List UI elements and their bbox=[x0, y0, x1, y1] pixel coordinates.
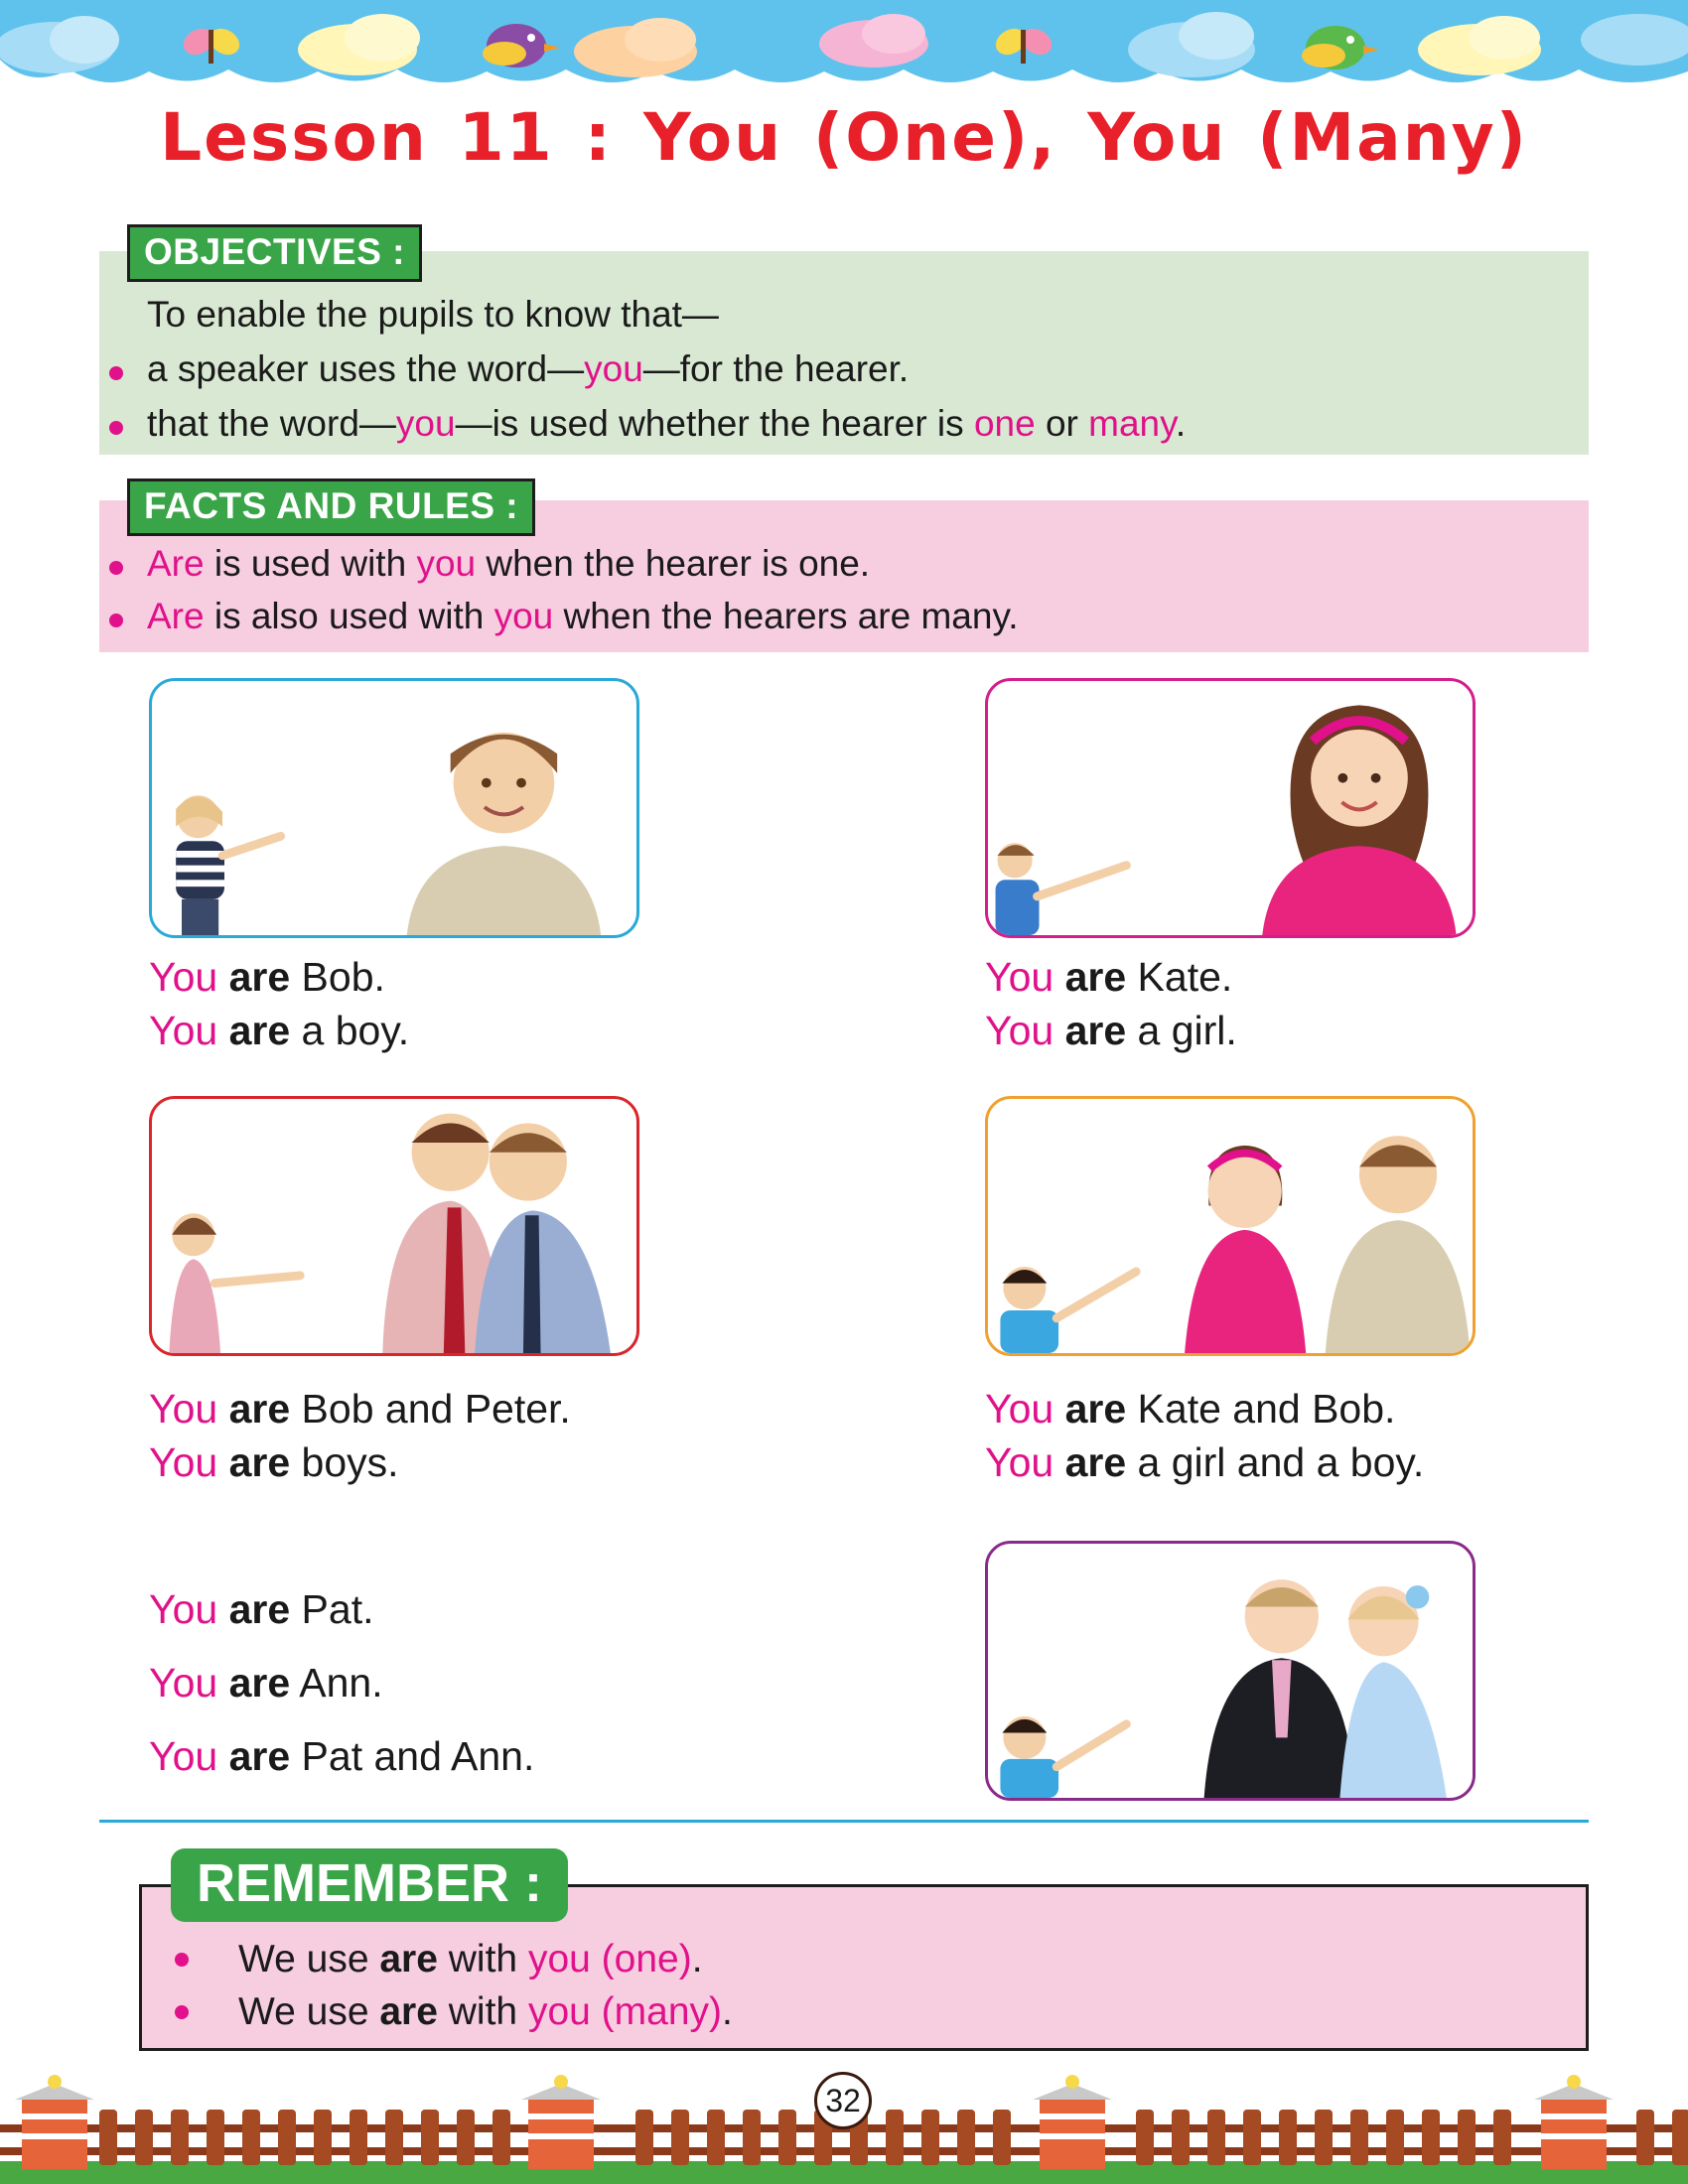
objective-text: or bbox=[1035, 403, 1089, 444]
example-line bbox=[985, 950, 1237, 1004]
remember-text: We use bbox=[238, 1990, 380, 2033]
remember-item bbox=[238, 1936, 703, 1983]
bullet-icon bbox=[175, 1953, 189, 1967]
you-word: You bbox=[149, 1008, 218, 1053]
fence-picket bbox=[1386, 2110, 1404, 2165]
are-word: are bbox=[228, 1008, 291, 1053]
boy-beige-shirt-figure bbox=[1326, 1136, 1471, 1353]
fence-picket bbox=[635, 2110, 653, 2165]
you-word: You bbox=[149, 954, 218, 1000]
example-rest: a girl and a boy. bbox=[1126, 1439, 1425, 1485]
fence-picket bbox=[1279, 2110, 1297, 2165]
objective-text: that the word— bbox=[147, 403, 396, 444]
example-caption bbox=[985, 950, 1237, 1057]
you-word: You bbox=[149, 1439, 218, 1485]
example-rest: boys. bbox=[290, 1439, 399, 1485]
fence-picket bbox=[957, 2110, 975, 2165]
pointing-girl-figure bbox=[176, 795, 281, 935]
remember-text: . bbox=[722, 1990, 733, 2033]
example-rest: Bob. bbox=[290, 954, 385, 1000]
example-line bbox=[985, 1382, 1424, 1435]
remember-tag: REMEMBER : bbox=[171, 1848, 568, 1922]
example-caption bbox=[149, 950, 409, 1057]
children-illustration bbox=[152, 681, 636, 935]
fence-picket bbox=[385, 2110, 403, 2165]
sky-banner bbox=[0, 0, 1688, 99]
fact-highlight: Are bbox=[147, 596, 205, 636]
fence-picket bbox=[921, 2110, 939, 2165]
example-caption bbox=[149, 1572, 534, 1793]
fence-picket bbox=[171, 2110, 189, 2165]
fence-picket bbox=[492, 2110, 510, 2165]
photo-girl-pointing-at-boy bbox=[149, 678, 639, 938]
boy-blue-shirt-figure bbox=[475, 1123, 611, 1353]
photo-boy-pointing-at-girl bbox=[985, 678, 1476, 938]
you-word: You bbox=[149, 1660, 218, 1706]
section-divider bbox=[99, 1820, 1589, 1823]
you-word: You bbox=[985, 1008, 1055, 1053]
girl-pink-dress-figure bbox=[1185, 1146, 1306, 1353]
pointing-boy-figure bbox=[996, 843, 1127, 935]
fact-highlight: you bbox=[416, 543, 477, 584]
gatepost-icon bbox=[15, 2075, 94, 2169]
photo-boy-pointing-at-pat-and-ann bbox=[985, 1541, 1476, 1801]
children-illustration bbox=[988, 1099, 1473, 1353]
gatepost-icon bbox=[521, 2075, 601, 2169]
pointing-girl-figure bbox=[169, 1213, 300, 1353]
fence-picket bbox=[350, 2110, 367, 2165]
remember-text: We use bbox=[238, 1938, 380, 1980]
example-line bbox=[149, 1435, 571, 1489]
girl-blue-dress-figure bbox=[1339, 1585, 1446, 1798]
objective-text: . bbox=[1175, 403, 1187, 444]
fence-picket bbox=[421, 2110, 439, 2165]
fact-text: when the hearer is one. bbox=[476, 543, 871, 584]
bullet-icon bbox=[109, 561, 123, 575]
objective-text: —for the hearer. bbox=[642, 348, 910, 389]
example-caption bbox=[149, 1382, 571, 1489]
remember-highlight: you (many) bbox=[527, 1990, 723, 2033]
fence-picket bbox=[1172, 2110, 1190, 2165]
remember-highlight: you (one) bbox=[527, 1938, 692, 1980]
fact-text: is used with bbox=[204, 543, 417, 584]
fence-picket bbox=[671, 2110, 689, 2165]
are-word: are bbox=[228, 1660, 291, 1706]
example-rest: a girl. bbox=[1126, 1008, 1237, 1053]
example-rest: a boy. bbox=[290, 1008, 410, 1053]
pointing-boy-figure bbox=[1000, 1716, 1126, 1798]
objective-item bbox=[147, 347, 909, 391]
facts-tag: FACTS AND RULES : bbox=[127, 478, 535, 536]
fact-text: when the hearers are many. bbox=[553, 596, 1019, 636]
fence-picket bbox=[1636, 2110, 1654, 2165]
are-word: are bbox=[1064, 1008, 1127, 1053]
fact-highlight: Are bbox=[147, 543, 205, 584]
you-word: You bbox=[985, 1439, 1055, 1485]
fence-picket bbox=[707, 2110, 725, 2165]
gatepost-icon bbox=[1534, 2075, 1614, 2169]
you-word: You bbox=[985, 1386, 1055, 1432]
fence-picket bbox=[1493, 2110, 1511, 2165]
example-line bbox=[149, 1382, 571, 1435]
fact-highlight: you bbox=[493, 596, 554, 636]
fence-picket bbox=[1207, 2110, 1225, 2165]
children-illustration bbox=[988, 681, 1473, 935]
fact-text: is also used with bbox=[204, 596, 494, 636]
smiling-girl-figure bbox=[1262, 705, 1456, 935]
fence-picket bbox=[1243, 2110, 1261, 2165]
remember-text: . bbox=[691, 1938, 703, 1980]
you-word: You bbox=[149, 1586, 218, 1632]
photo-boy-pointing-at-girl-and-boy bbox=[985, 1096, 1476, 1356]
objective-highlight: you bbox=[395, 403, 456, 444]
fence-picket bbox=[242, 2110, 260, 2165]
fence-pickets bbox=[99, 2110, 1688, 2165]
pointing-boy-figure bbox=[1000, 1267, 1136, 1353]
page-title: Lesson 11 : You (One), You (Many) bbox=[160, 99, 1528, 176]
objective-text: —is used whether the hearer is bbox=[455, 403, 974, 444]
boy-dark-suit-figure bbox=[1204, 1579, 1354, 1798]
objective-highlight: one bbox=[973, 403, 1036, 444]
fence-picket bbox=[743, 2110, 761, 2165]
bullet-icon bbox=[109, 614, 123, 627]
children-illustration bbox=[988, 1544, 1473, 1798]
are-word: are bbox=[379, 1990, 438, 2033]
you-word: You bbox=[149, 1733, 218, 1779]
bullet-icon bbox=[109, 366, 123, 380]
example-rest: Kate. bbox=[1126, 954, 1233, 1000]
objective-highlight: many bbox=[1088, 403, 1176, 444]
you-word: You bbox=[985, 954, 1055, 1000]
fence-picket bbox=[135, 2110, 153, 2165]
page-number: 32 bbox=[814, 2072, 872, 2129]
example-line bbox=[149, 1004, 409, 1057]
fence-picket bbox=[1315, 2110, 1333, 2165]
fence-picket bbox=[1350, 2110, 1368, 2165]
are-word: are bbox=[228, 1386, 291, 1432]
fence-picket bbox=[457, 2110, 475, 2165]
are-word: are bbox=[228, 1733, 291, 1779]
objectives-tag: OBJECTIVES : bbox=[127, 224, 422, 282]
you-word: You bbox=[149, 1386, 218, 1432]
objective-item bbox=[147, 402, 1186, 446]
fence-picket bbox=[278, 2110, 296, 2165]
remember-item bbox=[238, 1988, 733, 2036]
example-line bbox=[149, 1646, 534, 1719]
remember-text: with bbox=[437, 1990, 528, 2033]
fact-item bbox=[147, 595, 1019, 638]
example-line bbox=[985, 1004, 1237, 1057]
objective-highlight: you bbox=[584, 348, 643, 389]
fence-picket bbox=[314, 2110, 332, 2165]
fence-picket bbox=[1422, 2110, 1440, 2165]
fence-picket bbox=[207, 2110, 224, 2165]
fence-picket bbox=[886, 2110, 904, 2165]
fence-picket bbox=[99, 2110, 117, 2165]
bullet-icon bbox=[175, 2005, 189, 2019]
remember-text: with bbox=[437, 1938, 528, 1980]
objectives-intro: To enable the pupils to know that— bbox=[147, 294, 719, 335]
example-rest: Ann. bbox=[290, 1660, 383, 1706]
bullet-icon bbox=[109, 421, 123, 435]
fence-picket bbox=[993, 2110, 1011, 2165]
are-word: are bbox=[379, 1938, 438, 1980]
example-line bbox=[149, 950, 409, 1004]
example-rest: Pat. bbox=[290, 1586, 374, 1632]
example-rest: Kate and Bob. bbox=[1126, 1386, 1396, 1432]
fact-item bbox=[147, 542, 870, 586]
are-word: are bbox=[1064, 954, 1127, 1000]
are-word: are bbox=[1064, 1439, 1127, 1485]
are-word: are bbox=[228, 1586, 291, 1632]
are-word: are bbox=[228, 954, 291, 1000]
example-line bbox=[149, 1719, 534, 1793]
example-line bbox=[985, 1435, 1424, 1489]
photo-girl-pointing-at-two-boys bbox=[149, 1096, 639, 1356]
are-word: are bbox=[228, 1439, 291, 1485]
fence-picket bbox=[1136, 2110, 1154, 2165]
example-rest: Pat and Ann. bbox=[290, 1733, 535, 1779]
example-caption bbox=[985, 1382, 1424, 1489]
gatepost-icon bbox=[1033, 2075, 1112, 2169]
fence-picket bbox=[1672, 2110, 1688, 2165]
example-line bbox=[149, 1572, 534, 1646]
objective-text: a speaker uses the word— bbox=[147, 348, 585, 389]
children-illustration bbox=[152, 1099, 636, 1353]
smiling-boy-figure bbox=[407, 733, 601, 935]
fence-picket bbox=[778, 2110, 796, 2165]
fence-picket bbox=[1458, 2110, 1476, 2165]
example-rest: Bob and Peter. bbox=[290, 1386, 571, 1432]
are-word: are bbox=[1064, 1386, 1127, 1432]
